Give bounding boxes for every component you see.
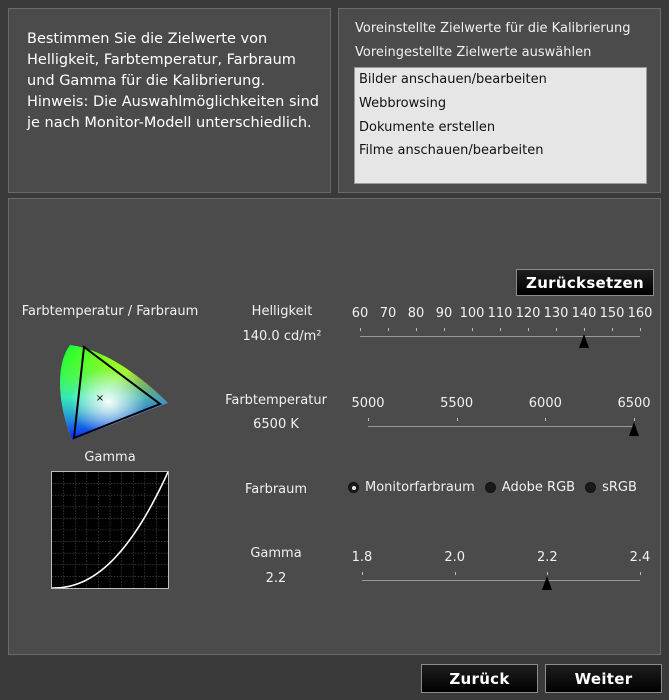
brightness-tick-mark [612, 328, 613, 331]
brightness-tick-mark [528, 328, 529, 331]
radio-monitor-colorspace-indicator[interactable] [348, 482, 359, 493]
brightness-tick-label: 140 [571, 306, 597, 321]
preset-item-documents[interactable]: Dokumente erstellen [359, 120, 496, 135]
gamut-diagram [50, 325, 170, 445]
gamma-tick-mark [547, 572, 548, 575]
brightness-slider-thumb[interactable] [579, 334, 589, 348]
gamma-tick-mark [640, 572, 641, 575]
brightness-tick-label: 80 [407, 306, 425, 321]
colortemp-slider-thumb[interactable] [629, 422, 639, 436]
brightness-tick-mark [360, 328, 361, 331]
brightness-tick-mark [416, 328, 417, 331]
brightness-tick-label: 60 [351, 306, 369, 321]
gamma-tick-label: 1.8 [351, 550, 373, 565]
radio-srgb-label: sRGB [602, 480, 637, 495]
colortemp-tick-mark [368, 418, 369, 421]
svg-text:×: × [95, 393, 105, 404]
brightness-tick-label: 130 [543, 306, 569, 321]
gamma-slider-thumb[interactable] [542, 576, 552, 590]
colortemp-label: Farbtemperatur [225, 393, 327, 408]
brightness-tick-mark [472, 328, 473, 331]
preset-title: Voreinstellte Zielwerte für die Kalibrierung [355, 21, 631, 36]
instructions-text: Bestimmen Sie die Zielwerte von Helligkeit, Farbtemperatur, Farbraum und Gamma für die Kalibrierung. Hinweis: Die Auswahlmöglichkeiten sind je nach Monitor-Modell unterschiedlich. [27, 31, 319, 131]
brightness-slider[interactable] [350, 306, 653, 350]
radio-monitor-colorspace-label: Monitorfarbraum [365, 480, 475, 495]
colortemp-tick-label: 5500 [440, 396, 474, 411]
preset-panel [338, 8, 661, 193]
preset-item-movies[interactable]: Filme anschauen/bearbeiten [359, 143, 544, 158]
brightness-tick-mark [640, 328, 641, 331]
gamma-label: Gamma [250, 546, 302, 561]
colortemp-tick-mark [545, 418, 546, 421]
preset-item-images[interactable]: Bilder anschauen/bearbeiten [359, 72, 547, 87]
colortemp-slider-track[interactable] [368, 426, 634, 427]
gamma-graph-label: Gamma [84, 450, 136, 465]
colortemp-tick-mark [457, 418, 458, 421]
brightness-tick-label: 90 [435, 306, 453, 321]
gamma-curve-graph [51, 471, 169, 589]
back-button[interactable]: Zurück [421, 664, 538, 693]
colortemp-tick-label: 5000 [351, 396, 385, 411]
brightness-value: 140.0 cd/m² [242, 329, 322, 344]
colorspace-label: Farbraum [244, 482, 308, 497]
brightness-tick-mark [584, 328, 585, 331]
radio-adobe-rgb-label: Adobe RGB [501, 480, 576, 495]
gamma-tick-mark [362, 572, 363, 575]
radio-adobe-rgb[interactable] [485, 480, 575, 495]
next-button[interactable]: Weiter [545, 664, 662, 693]
brightness-tick-mark [444, 328, 445, 331]
brightness-slider-track[interactable] [360, 336, 640, 337]
gamma-value: 2.2 [265, 571, 287, 586]
brightness-tick-label: 150 [599, 306, 625, 321]
colortemp-value: 6500 K [253, 417, 299, 432]
gamma-tick-label: 2.2 [536, 550, 558, 565]
brightness-label: Helligkeit [251, 304, 313, 319]
brightness-tick-mark [388, 328, 389, 331]
gamut-diagram-label: Farbtemperatur / Farbraum [21, 304, 199, 319]
gamma-slider[interactable] [350, 550, 650, 594]
gamma-tick-label: 2.4 [629, 550, 651, 565]
brightness-tick-label: 70 [379, 306, 397, 321]
brightness-tick-label: 160 [627, 306, 653, 321]
radio-monitor-colorspace[interactable] [348, 480, 475, 495]
brightness-tick-label: 100 [459, 306, 485, 321]
preset-subtitle: Voreingestellte Zielwerte auswählen [355, 45, 592, 60]
gamma-tick-mark [455, 572, 456, 575]
brightness-tick-mark [556, 328, 557, 331]
info-panel [8, 8, 331, 193]
preset-item-webbrowsing[interactable]: Webbrowsing [359, 96, 447, 111]
colortemp-tick-label: 6000 [528, 396, 562, 411]
brightness-tick-label: 120 [515, 306, 541, 321]
colortemp-slider[interactable] [350, 396, 650, 440]
radio-srgb[interactable] [585, 480, 637, 495]
colortemp-tick-label: 6500 [617, 396, 651, 411]
colortemp-tick-mark [634, 418, 635, 421]
reset-button[interactable]: Zurücksetzen [516, 269, 654, 296]
colorspace-radio-group [348, 480, 647, 495]
gamma-tick-label: 2.0 [444, 550, 465, 565]
brightness-tick-label: 110 [487, 306, 513, 321]
radio-adobe-rgb-indicator[interactable] [485, 482, 496, 493]
brightness-tick-mark [500, 328, 501, 331]
gamma-slider-track[interactable] [362, 580, 640, 581]
radio-srgb-indicator[interactable] [585, 482, 596, 493]
preset-list[interactable] [354, 67, 647, 184]
